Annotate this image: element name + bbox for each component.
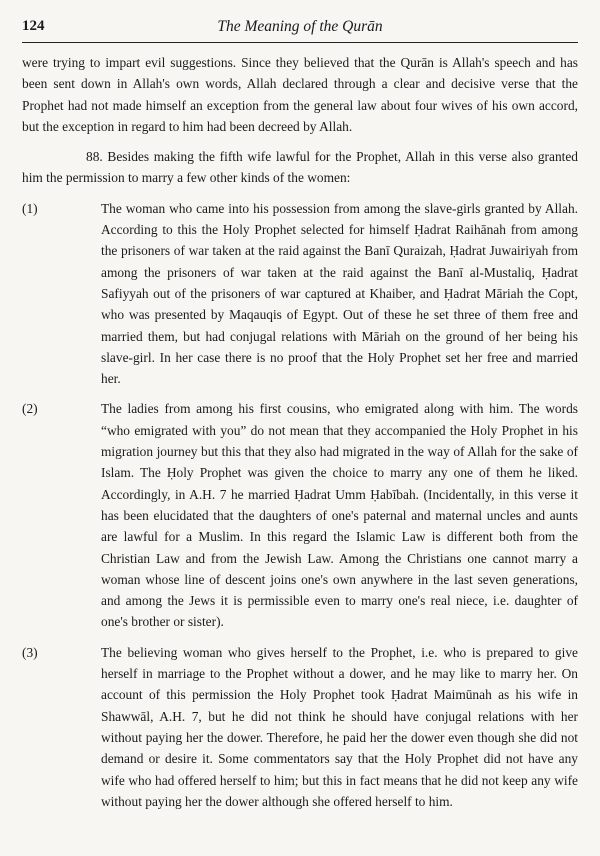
list-item — [22, 642, 578, 812]
list-item — [22, 398, 578, 632]
list-item-number: (3) — [22, 644, 38, 660]
list-item — [22, 198, 578, 390]
continuation-paragraph: were trying to impart evil suggestions. Since they believed that the Qurān is Allah's speech and has been sent down in Allah's own words, Allah declared through a clear and decisive verse that the Prophet had not made himself an exception from the general law about four wives of his own accord, but the exception in regard to him had been decreed by Allah. — [22, 55, 578, 134]
page-header — [22, 14, 578, 40]
header-rule — [22, 42, 578, 43]
list-item-text: The ladies from among his first cousins, who emigrated along with him. The words “who emigrated with you” do not mean that they accompanied the Holy Prophet in his migration journey but this that they also had migrated in the way of Allah for the sake of Islam. The Ḥoly Prophet was given the choice to marry any one of them he liked. Accordingly, in A.H. 7 he married Ḥadrat Umm Ḥabībah. (Incidentally, in this verse it has been elucidated that the daughters of one's paternal and maternal uncles and aunts are lawful for a Muslim. In this regard the Islamic Law is different both from the Christian Law and from the Jewish Law. Among the Christians one cannot marry a woman whose line of descent joins one's own anywhere in the last seven generations, and among the Jews it is permissible even to marry one's real niece, i.e. daughter of one's brother or sister). — [101, 401, 578, 630]
note-88-paragraph: 88. Besides making the fifth wife lawful for the Prophet, Allah in this verse also granted him the permission to marry a few other kinds of the women: — [22, 149, 578, 186]
list-item-number: (2) — [22, 401, 38, 417]
list-item-number: (1) — [22, 200, 38, 216]
list-item-text: The believing woman who gives herself to the Prophet, i.e. who is prepared to give herself in marriage to the Prophet without a dower, and he may like to marry her. On account of this permission the Holy Prophet took Ḥadrat Maimūnah as his wife in Shawwāl, A.H. 7, but he did not think he should have conjugal relations with her without paying her the dower. Therefore, he paid her the dower even though she did not demand or desire it. Some commentators say that the Holy Prophet did not have any wife who had offered herself to him; but this in fact means that he did not keep any wife without paying her the dower although she offered herself to him. — [101, 644, 578, 809]
list-item-text: The woman who came into his possession from among the slave-girls granted by Allah. According to this the Holy Prophet selected for himself Ḥadrat Raihānah from among the prisoners of war taken at the raid against the Banī Quraizah, Ḥadrat Juwairiyah from among the prisoners of war taken at the raid against the Banī al-Mustaliq, Ḥadrat Safiyyah out of the prisoners of war captured at Khaiber, and Ḥadrat Māriah the Copt, who was presented by Maqauqis of Egypt. Out of these he set three of them free and married them, but had conjugal relations with Māriah on the ground of her being his slave-girl. In her case there is no proof that the Holy Prophet set her free and married her. — [101, 200, 578, 387]
body-text — [22, 52, 578, 812]
running-title: The Meaning of the Qurān — [217, 18, 383, 35]
page-number: 124 — [22, 18, 45, 34]
